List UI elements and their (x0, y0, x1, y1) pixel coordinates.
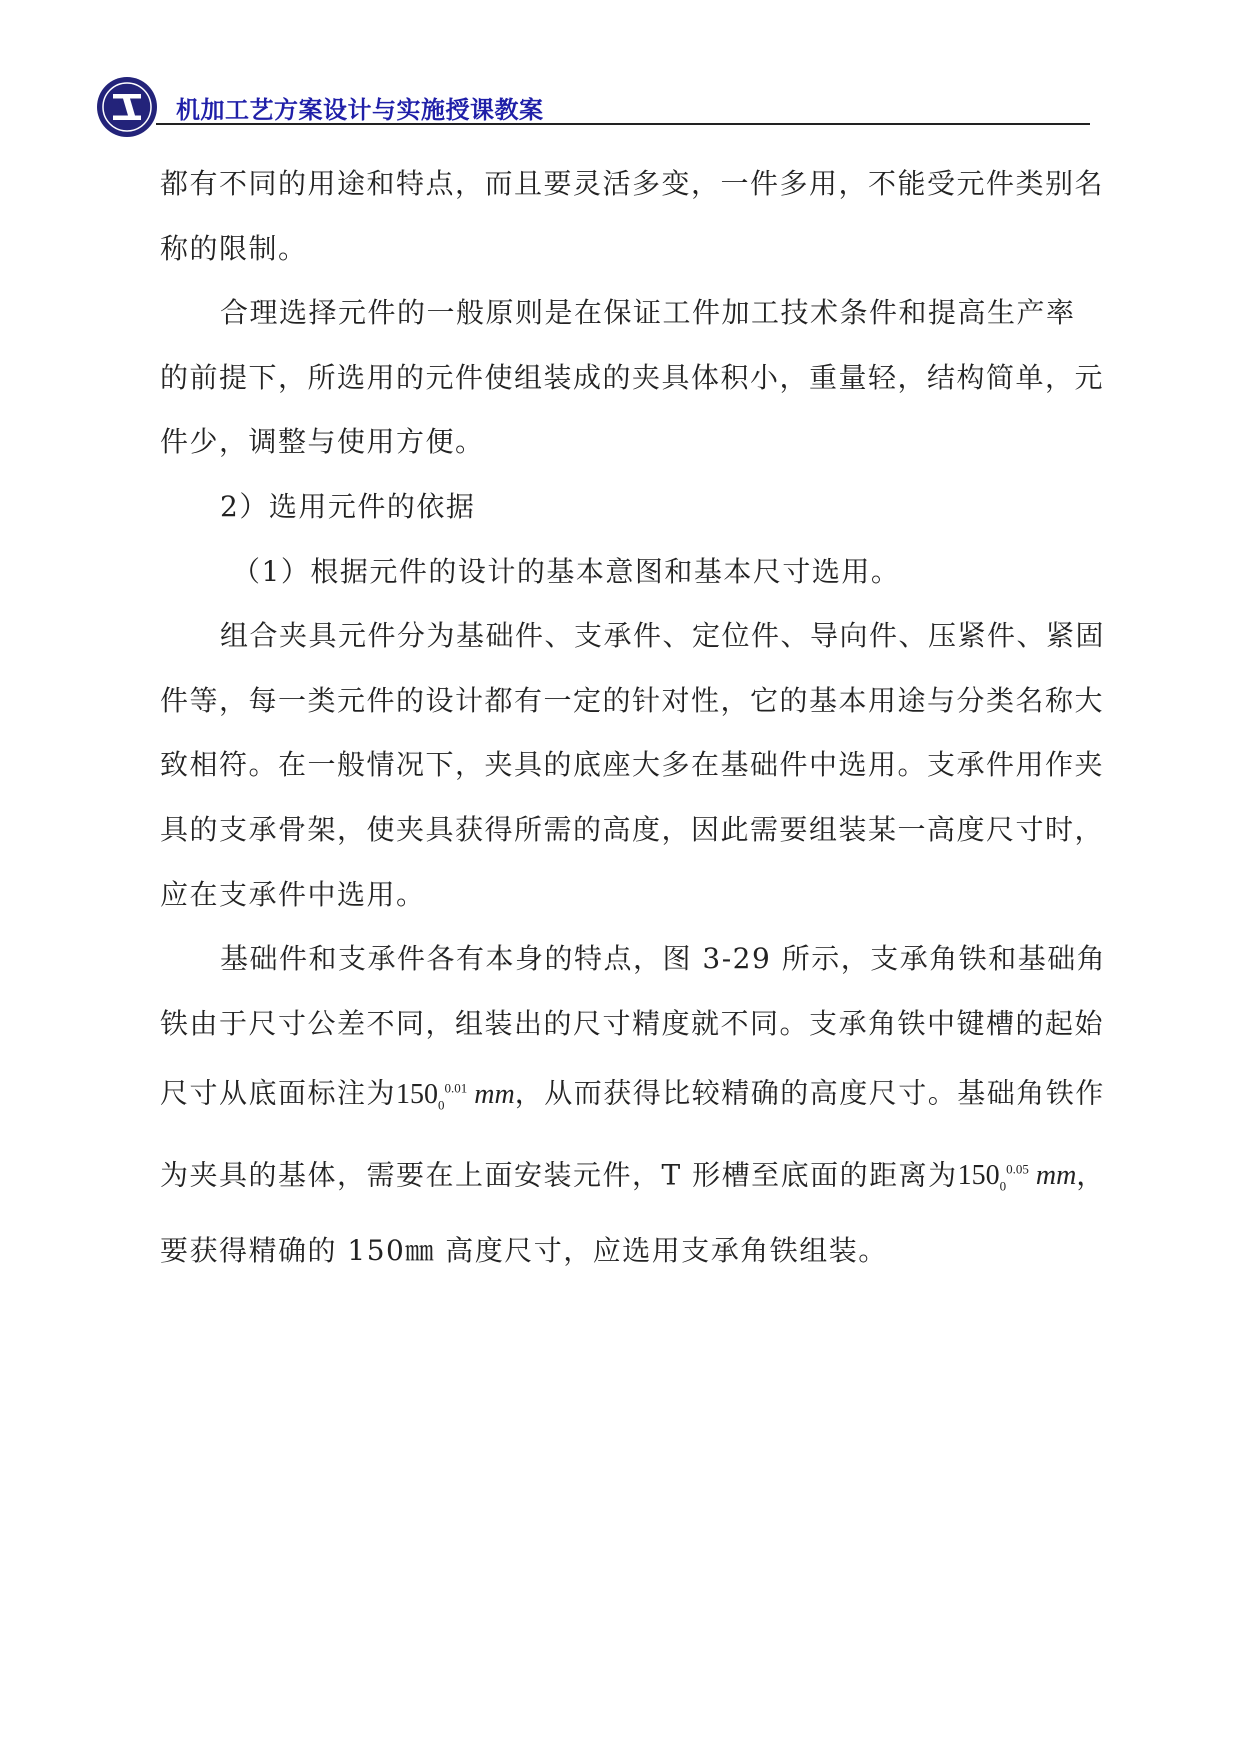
text-line: 铁由于尺寸公差不同，组装出的尺寸精度就不同。支承角铁中键槽的起始 (160, 1006, 1105, 1040)
dimension-tolerance: $150_0^{0.01}$ mm (396, 1078, 515, 1113)
text-line: 都有不同的用途和特点，而且要灵活多变，一件多用，不能受元件类别名 (160, 167, 1105, 200)
text-segment: ， (1076, 1158, 1106, 1192)
text-line: 的前提下，所选用的元件使组装成的夹具体积小，重量轻，结构简单，元 (160, 360, 1105, 394)
text-segment: ，从而获得比较精确的高度尺寸。基础角铁作 (514, 1076, 1105, 1110)
text-line: 组合夹具元件分为基础件、支承件、定位件、导向件、压紧件、紧固 (220, 619, 1106, 653)
text-line: 应在支承件中选用。 (160, 877, 426, 911)
text-line: 要获得精确的 150㎜ 高度尺寸，应选用支承角铁组装。 (160, 1234, 888, 1268)
text-segment: 尺寸从底面标注为 (160, 1076, 397, 1110)
text-line (160, 1138, 1106, 1220)
header-title: 机加工艺方案设计与实施授课教案 (176, 96, 544, 124)
text-line: 具的支承骨架，使夹具获得所需的高度，因此需要组装某一高度尺寸时， (160, 812, 1105, 846)
header-divider (156, 123, 1090, 125)
text-line: 合理选择元件的一般原则是在保证工件加工技术条件和提高生产率 (220, 296, 1076, 330)
page-header (96, 76, 1090, 138)
text-line (160, 1056, 1105, 1138)
text-line: 基础件和支承件各有本身的特点，图 3-29 所示，支承角铁和基础角 (220, 942, 1107, 976)
text-line: 称的限制。 (160, 231, 308, 265)
text-segment: 为夹具的基体，需要在上面安装元件，T 形槽至底面的距离为 (160, 1158, 958, 1192)
section-heading: 2）选用元件的依据 (220, 489, 476, 523)
dimension-tolerance: $150_0^{0.05}$ mm (957, 1160, 1077, 1194)
text-line: 件少，调整与使用方便。 (160, 425, 485, 459)
school-logo-icon (96, 76, 158, 138)
document-body (160, 152, 1107, 1284)
subsection-heading: （1）根据元件的设计的基本意图和基本尺寸选用。 (232, 554, 901, 588)
text-line: 致相符。在一般情况下，夹具的底座大多在基础件中选用。支承件用作夹 (160, 748, 1105, 782)
text-line: 件等，每一类元件的设计都有一定的针对性，它的基本用途与分类名称大 (160, 683, 1105, 717)
